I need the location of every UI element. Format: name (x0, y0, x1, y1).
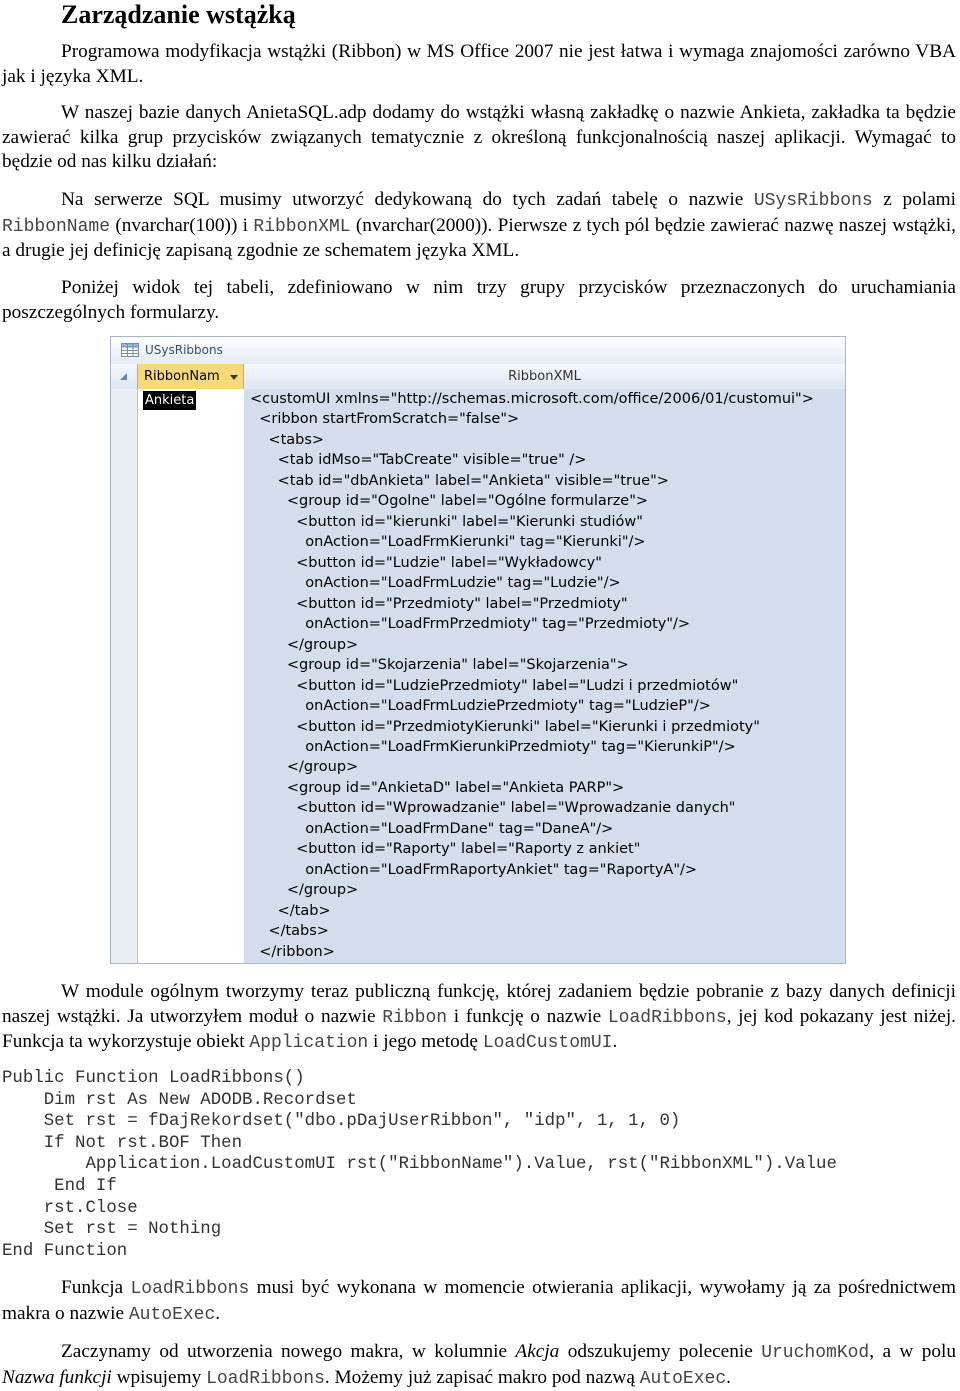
xml-line: <group id="Ogolne" label="Ogólne formularze"> (250, 493, 649, 510)
text: i funkcję o nazwie (447, 1005, 608, 1027)
xml-line: <button id="Ludzie" label="Wykładowcy" (250, 554, 602, 571)
table-window-title: USysRibbons (145, 343, 223, 357)
column-header-ribbonxml[interactable]: RibbonXML (508, 369, 581, 384)
text: wpisujemy (111, 1366, 207, 1388)
xml-line: onAction="LoadFrmKierunki" tag="Kierunki"/> (250, 534, 646, 551)
column-header-ribbonname[interactable] (138, 364, 244, 389)
xml-line: <button id="Raporty" label="Raporty z ankiet" (250, 841, 641, 858)
page-title: Zarządzanie wstążką (61, 0, 296, 29)
table-icon (121, 343, 139, 357)
text: Zaczynamy od utworzenia nowego makra, w kolumnie (61, 1341, 516, 1362)
xml-line: <group id="AnkietaD" label="Ankieta PARP"> (250, 779, 625, 796)
ribbon-xml-content (250, 389, 814, 962)
table-window-titlebar (111, 337, 845, 365)
code-method-name: LoadCustomUI (482, 1033, 613, 1053)
cell-ribbonxml[interactable] (244, 389, 845, 963)
text: . (726, 1366, 731, 1388)
xml-line: <button id="Wprowadzanie" label="Wprowadzanie danych" (250, 800, 736, 817)
xml-line: onAction="LoadFrmPrzedmioty" tag="Przedmioty"/> (250, 616, 691, 633)
chevron-down-icon[interactable] (230, 375, 238, 380)
xml-line: <customUI xmlns="http://schemas.microsoft.com/office/2006/01/customui"> (250, 391, 814, 407)
xml-line: <tab idMso="TabCreate" visible="true" /> (250, 452, 587, 469)
text: (nvarchar(2000)). Pierwsze z tych pól będzie zawierać nazwę naszej wstążki, a drugie jej definicję zapisaną zgodnie ze schematem języka XML. (2, 214, 956, 261)
text: Na serwerze SQL musimy utworzyć dedykowaną do tych zadań tabelę o nazwie (61, 189, 754, 210)
code-function-name: LoadRibbons (130, 1279, 250, 1299)
xml-line: </group> (250, 636, 359, 653)
xml-line: onAction="LoadFrmRaportyAnkiet" tag="RaportyA"/> (250, 861, 698, 878)
cell-ribbonname[interactable] (138, 389, 245, 963)
paragraph-autoexec (2, 1276, 956, 1327)
xml-line: <ribbon startFromScratch="false"> (250, 411, 520, 428)
text: Funkcja (61, 1277, 131, 1298)
code-macro-name: AutoExec (128, 1304, 216, 1325)
table-screenshot (110, 336, 846, 964)
code-table-name: USysRibbons (753, 191, 873, 211)
italic-term: Akcja (515, 1341, 560, 1362)
xml-line: </tabs> (250, 923, 329, 940)
paragraph-table (2, 188, 956, 264)
xml-line: </ribbon> (250, 943, 335, 960)
table-header-row (111, 364, 845, 390)
paragraph-module (2, 980, 956, 1056)
code-field-xml: RibbonXML (253, 216, 351, 237)
text: , jej kod pokazany jest niżej. Funkcja ta wykorzystuje obiekt (2, 1005, 957, 1052)
text: (nvarchar(100)) i (110, 214, 254, 236)
text: i jego metodę (368, 1031, 483, 1052)
paragraph-view: Poniżej widok tej tabeli, zdefiniowano w nim trzy grupy przycisków przeznaczonych do uruchamiania poszczególnych formularzy. (2, 277, 956, 323)
code-command-name: UruchomKod (761, 1343, 870, 1363)
paragraph-intro: Programowa modyfikacja wstążki (Ribbon) w MS Office 2007 nie jest łatwa i wymaga znajomości zarówno VBA jak i języka XML. (2, 41, 956, 87)
xml-line: <tabs> (250, 431, 325, 448)
text: , a w polu (869, 1341, 956, 1362)
column-header-label: RibbonNam (144, 369, 220, 384)
select-all-corner[interactable] (111, 364, 138, 389)
row-selector[interactable] (111, 389, 138, 963)
code-function-name: LoadRibbons (206, 1368, 325, 1389)
xml-line: </group> (250, 759, 359, 776)
text: musi być wykonana w momencie otwierania aplikacji, wywołamy ją za pośrednictwem makra o nazwie (2, 1277, 956, 1324)
text: z polami (872, 189, 957, 210)
xml-line: <button id="Przedmioty" label="Przedmioty" (250, 595, 628, 612)
xml-line: <button id="kierunki" label="Kierunki studiów" (250, 513, 643, 530)
xml-line: onAction="LoadFrmLudziePrzedmioty" tag="LudzieP"/> (250, 698, 711, 715)
italic-term: Nazwa funkcji (2, 1366, 112, 1388)
xml-line: <button id="LudziePrzedmioty" label="Ludzi i przedmiotów" (250, 677, 739, 694)
xml-line: <group id="Skojarzenia" label="Skojarzenia"> (250, 657, 629, 674)
code-field-name: RibbonName (2, 216, 111, 237)
xml-line: <tab id="dbAnkieta" label="Ankieta" visible="true"> (250, 472, 669, 489)
cell-value-ribbonname: Ankieta (145, 393, 195, 408)
xml-line: onAction="LoadFrmDane" tag="DaneA"/> (250, 820, 614, 837)
text: . (612, 1031, 618, 1052)
vba-code-listing: Public Function LoadRibbons() Dim rst As New ADODB.Recordset Set rst = fDajRekordset("dbo.pDajUserRibbon", "idp", 1, 1, 0) If Not rst.BOF Then Application.LoadCustomUI rst("RibbonName").Value, rst("RibbonXML").Value End If rst.Close Set rst = Nothing End Function (2, 1069, 837, 1261)
code-object-name: Application (249, 1033, 369, 1053)
xml-line: </tab> (250, 902, 331, 919)
text: . Możemy już zapisać makro pod nazwą (324, 1366, 640, 1388)
xml-line: </group> (250, 882, 359, 899)
text: W module ogólnym tworzymy teraz publiczną funkcję, której zadaniem będzie pobranie z bazy danych definicji naszej wstążki. Ja utworzyłem moduł o nazwie (2, 981, 956, 1027)
xml-line: onAction="LoadFrmKierunkiPrzedmioty" tag="KierunkiP"/> (250, 738, 736, 755)
xml-line: <button id="PrzedmiotyKierunki" label="Kierunki i przedmioty" (250, 718, 760, 735)
code-module-name: Ribbon (382, 1007, 448, 1028)
code-function-name: LoadRibbons (607, 1007, 727, 1028)
text: . (215, 1302, 221, 1324)
code-macro-name: AutoExec (639, 1368, 727, 1389)
xml-line: onAction="LoadFrmLudzie" tag="Ludzie"/> (250, 575, 621, 592)
paragraph-plan: W naszej bazie danych AnietaSQL.adp dodamy do wstążki własną zakładkę o nazwie Ankieta, zakładka ta będzie zawierać kilka grup przycisków związanych tematycznie z określoną funkcjonalnością naszej aplikacji. Wymagać to będzie od nas kilku działań: (2, 102, 956, 172)
paragraph-macro (2, 1340, 956, 1391)
text: odszukujemy polecenie (559, 1341, 762, 1362)
